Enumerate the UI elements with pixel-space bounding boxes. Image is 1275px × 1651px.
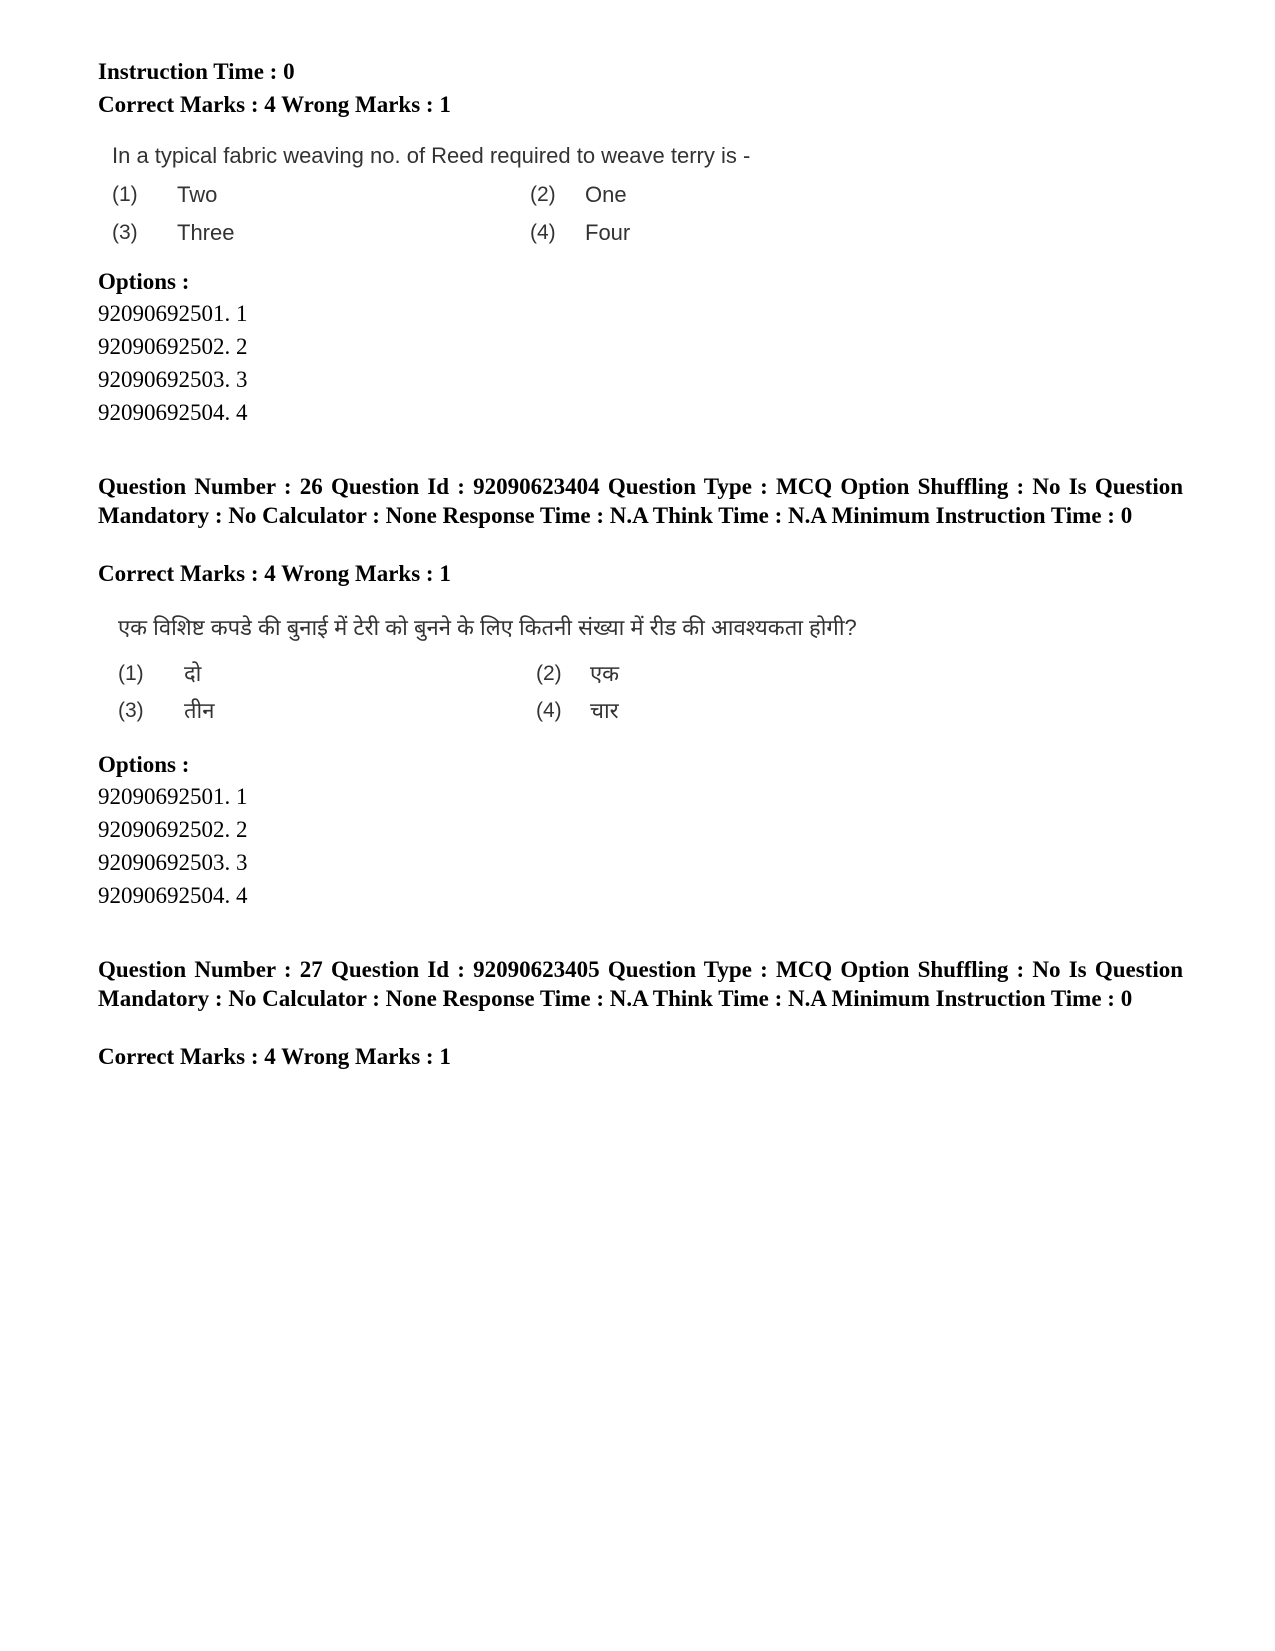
option-item: 92090692504. 4 bbox=[98, 400, 248, 425]
options-label: Options : bbox=[98, 269, 190, 294]
option-item: 92090692503. 3 bbox=[98, 367, 248, 392]
options-label: Options : bbox=[98, 752, 190, 777]
marks-line: Correct Marks : 4 Wrong Marks : 1 bbox=[98, 92, 451, 117]
choice-text: तीन bbox=[184, 698, 215, 723]
choice-text: एक bbox=[590, 661, 620, 686]
option-item: 92090692501. 1 bbox=[98, 784, 248, 809]
option-item: 92090692503. 3 bbox=[98, 850, 248, 875]
choice-number: (3) bbox=[118, 699, 144, 722]
choice-number: (1) bbox=[118, 662, 144, 685]
option-item: 92090692502. 2 bbox=[98, 334, 248, 359]
option-item: 92090692502. 2 bbox=[98, 817, 248, 842]
choice-number: (4) bbox=[536, 699, 562, 722]
choice-text: One bbox=[585, 182, 627, 207]
choice-number: (3) bbox=[112, 221, 138, 244]
choice-number: (2) bbox=[530, 183, 556, 206]
choice-text: Four bbox=[585, 220, 631, 245]
choice-text: Two bbox=[177, 182, 218, 207]
choice-number: (2) bbox=[536, 662, 562, 685]
marks-line: Correct Marks : 4 Wrong Marks : 1 bbox=[98, 561, 451, 586]
marks-line: Correct Marks : 4 Wrong Marks : 1 bbox=[98, 1044, 451, 1069]
choice-number: (1) bbox=[112, 183, 138, 206]
question-text: एक विशिष्ट कपडे की बुनाई में टेरी को बुनने के लिए कितनी संख्या में रीड की आवश्यकता होगी? bbox=[118, 615, 857, 640]
choice-number: (4) bbox=[530, 221, 556, 244]
choice-text: Three bbox=[177, 220, 235, 245]
question-meta: Question Number : 27 Question Id : 92090623405 Question Type : MCQ Option Shuffling : No Is Question Mandatory : No Calculator : None Response Time : N.A Think Time : N.A Minimum Instruction Time : 0 bbox=[98, 957, 1183, 1011]
instruction-time: Instruction Time : 0 bbox=[98, 59, 295, 84]
option-item: 92090692504. 4 bbox=[98, 883, 248, 908]
choice-text: दो bbox=[184, 661, 202, 686]
option-item: 92090692501. 1 bbox=[98, 301, 248, 326]
question-meta: Question Number : 26 Question Id : 92090623404 Question Type : MCQ Option Shuffling : No Is Question Mandatory : No Calculator : None Response Time : N.A Think Time : N.A Minimum Instruction Time : 0 bbox=[98, 474, 1183, 528]
question-text: In a typical fabric weaving no. of Reed required to weave terry is - bbox=[112, 143, 751, 168]
choice-text: चार bbox=[590, 698, 619, 723]
